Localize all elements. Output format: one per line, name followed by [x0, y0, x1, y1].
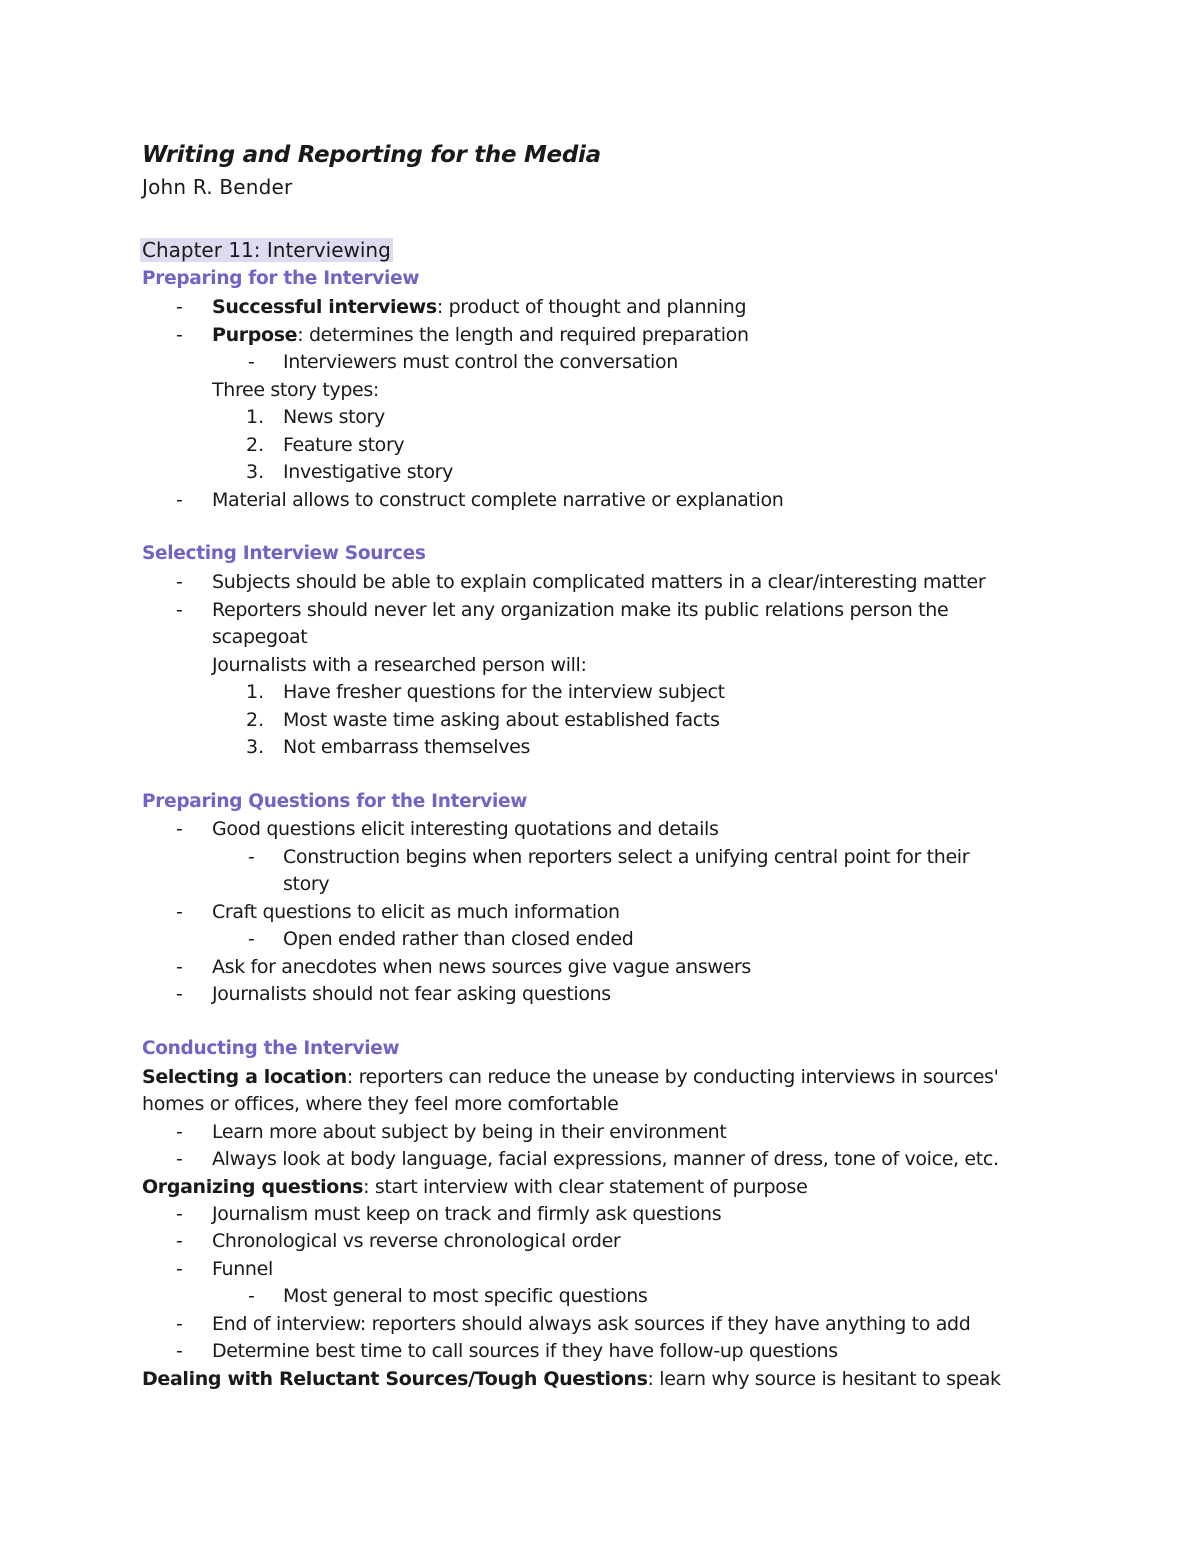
list-item: Good questions elicit interesting quotations and details — [212, 818, 719, 840]
list-label: Three story types: — [212, 379, 379, 401]
bold-term: Purpose — [212, 324, 298, 346]
section-heading-questions: Preparing Questions for the Interview — [142, 791, 528, 812]
sub-list-item: Construction begins when reporters select a unifying central point for their — [283, 846, 970, 868]
list-item: Ask for anecdotes when news sources give vague answers — [212, 956, 751, 978]
number-marker: 2. — [246, 709, 265, 731]
bullet-dash: - — [248, 1285, 255, 1307]
bold-term: Successful interviews — [212, 296, 437, 318]
bullet-dash: - — [176, 489, 183, 511]
number-marker: 1. — [246, 406, 265, 428]
bullet-dash: - — [176, 1148, 183, 1170]
bullet-dash: - — [176, 296, 183, 318]
bullet-dash: - — [248, 351, 255, 373]
list-item: Always look at body language, facial expressions, manner of dress, tone of voice, etc. — [212, 1148, 999, 1170]
bullet-dash: - — [176, 956, 183, 978]
section-heading-sources: Selecting Interview Sources — [142, 543, 426, 564]
list-item: Journalists should not fear asking questions — [212, 983, 611, 1005]
numbered-item: Most waste time asking about established facts — [283, 709, 720, 731]
numbered-item: News story — [283, 406, 385, 428]
list-item: Determine best time to call sources if they have follow-up questions — [212, 1340, 838, 1362]
bold-term: Organizing questions — [142, 1176, 364, 1198]
list-item: Craft questions to elicit as much information — [212, 901, 620, 923]
bullet-dash: - — [248, 928, 255, 950]
list-item: Material allows to construct complete narrative or explanation — [212, 489, 784, 511]
bullet-dash: - — [176, 901, 183, 923]
list-item: Subjects should be able to explain complicated matters in a clear/interesting matter — [212, 571, 986, 593]
bullet-dash: - — [248, 846, 255, 868]
section-heading-preparing: Preparing for the Interview — [142, 268, 420, 289]
number-marker: 2. — [246, 434, 265, 456]
number-marker: 1. — [246, 681, 265, 703]
sub-list-item: Interviewers must control the conversation — [283, 351, 678, 373]
list-item: Reporters should never let any organization make its public relations person the — [212, 599, 949, 621]
paragraph-continuation: homes or offices, where they feel more comfortable — [142, 1093, 619, 1115]
sub-list-item: Open ended rather than closed ended — [283, 928, 634, 950]
list-label: Journalists with a researched person will: — [212, 654, 587, 676]
sub-list-item-continuation: story — [283, 873, 330, 895]
list-item: End of interview: reporters should always ask sources if they have anything to add — [212, 1313, 971, 1335]
bullet-dash: - — [176, 1258, 183, 1280]
chapter-heading-row — [142, 238, 393, 263]
bold-term: Dealing with Reluctant Sources/Tough Questions — [142, 1368, 648, 1390]
bullet-dash: - — [176, 324, 183, 346]
list-item — [212, 295, 746, 319]
bold-term: Selecting a location — [142, 1066, 347, 1088]
list-item: Chronological vs reverse chronological order — [212, 1230, 621, 1252]
numbered-item: Have fresher questions for the interview subject — [283, 681, 725, 703]
number-marker: 3. — [246, 461, 265, 483]
paragraph — [142, 1367, 1001, 1391]
list-item — [212, 323, 749, 347]
chapter-heading: Chapter 11: Interviewing — [142, 238, 391, 262]
number-marker: 3. — [246, 736, 265, 758]
list-item-continuation: scapegoat — [212, 626, 308, 648]
bullet-dash: - — [176, 1230, 183, 1252]
document-title: Writing and Reporting for the Media — [142, 142, 601, 168]
list-item: Learn more about subject by being in their environment — [212, 1121, 727, 1143]
paragraph-text: : learn why source is hesitant to speak — [647, 1368, 1001, 1390]
bullet-dash: - — [176, 818, 183, 840]
list-item: Journalism must keep on track and firmly ask questions — [212, 1203, 722, 1225]
bullet-dash: - — [176, 1121, 183, 1143]
numbered-item: Feature story — [283, 434, 405, 456]
bullet-dash: - — [176, 1203, 183, 1225]
numbered-item: Investigative story — [283, 461, 453, 483]
numbered-item: Not embarrass themselves — [283, 736, 530, 758]
bullet-dash: - — [176, 1340, 183, 1362]
paragraph-text: : reporters can reduce the unease by conducting interviews in sources' — [346, 1066, 999, 1088]
list-item: Funnel — [212, 1258, 273, 1280]
item-text: : determines the length and required preparation — [297, 324, 749, 346]
bullet-dash: - — [176, 571, 183, 593]
bullet-dash: - — [176, 1313, 183, 1335]
sub-list-item: Most general to most specific questions — [283, 1285, 648, 1307]
paragraph-text: : start interview with clear statement of purpose — [363, 1176, 808, 1198]
document-author: John R. Bender — [142, 175, 293, 199]
paragraph — [142, 1065, 998, 1089]
bullet-dash: - — [176, 983, 183, 1005]
section-heading-conducting: Conducting the Interview — [142, 1038, 400, 1059]
bullet-dash: - — [176, 599, 183, 621]
paragraph — [142, 1175, 807, 1199]
item-text: : product of thought and planning — [436, 296, 747, 318]
